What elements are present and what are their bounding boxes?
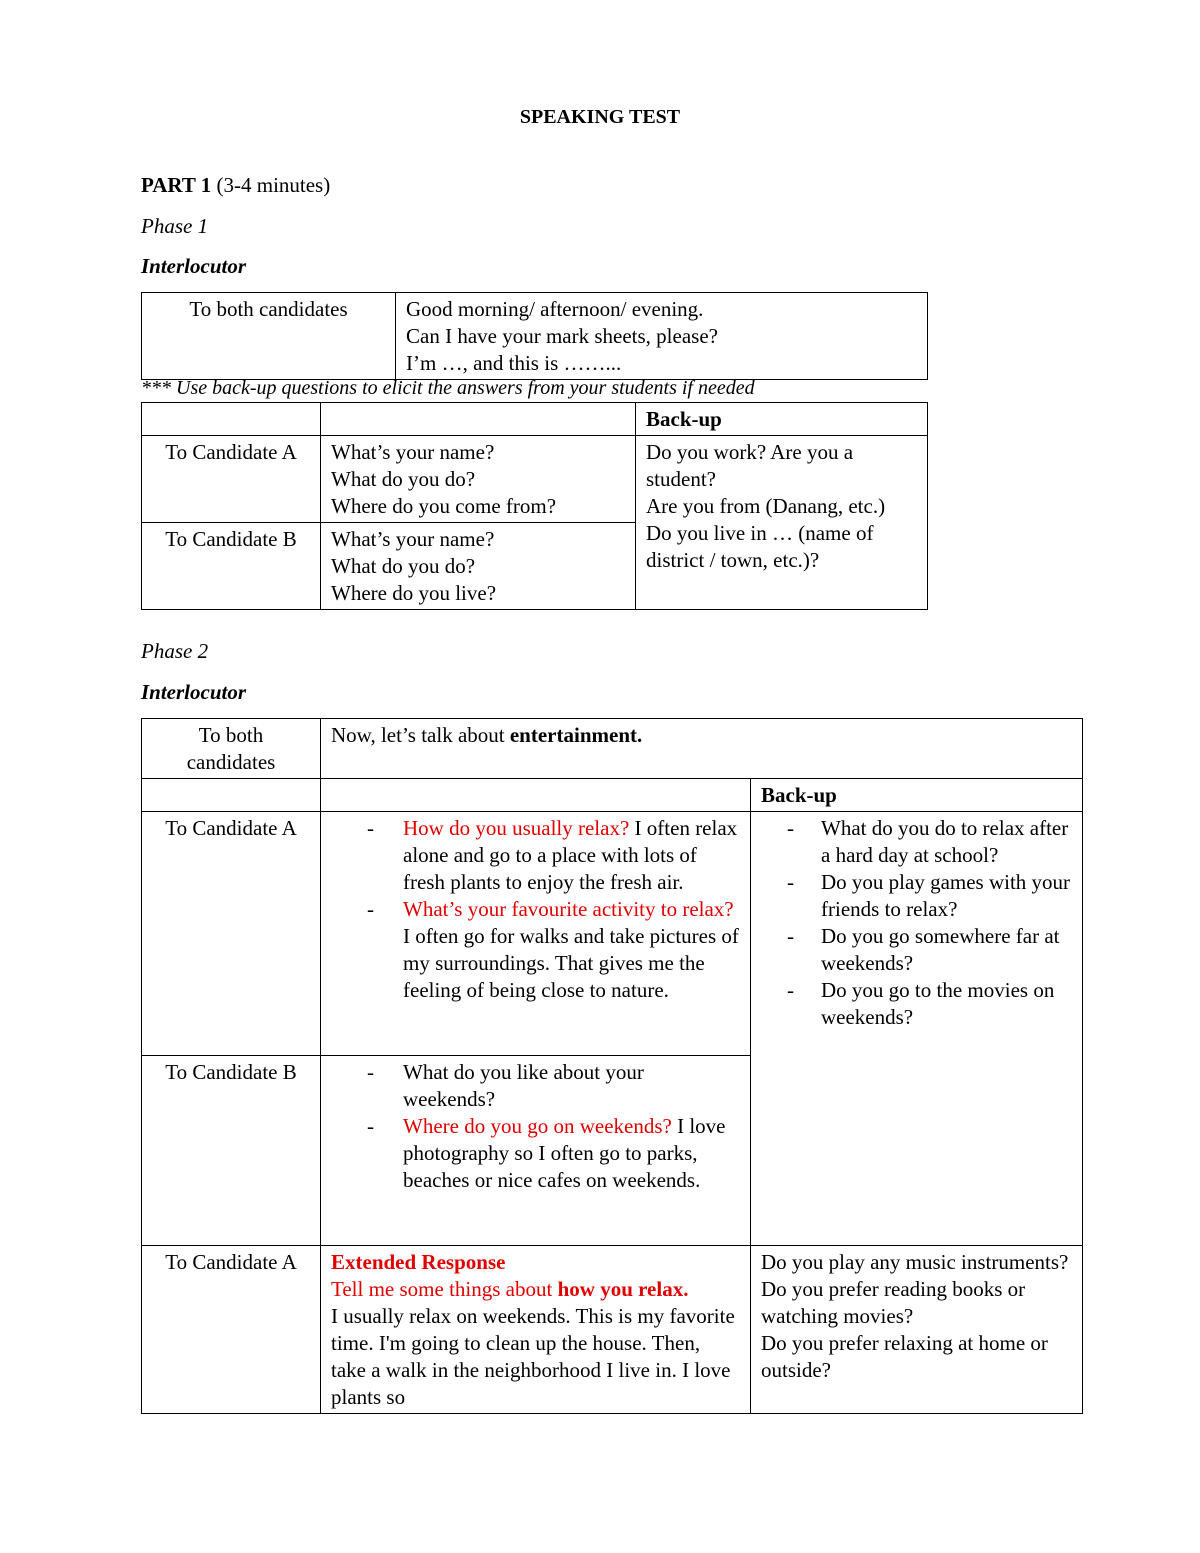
both-candidates-label: To both candidates [142,719,321,779]
part-heading [141,173,330,198]
phase2-label: Phase 2 [141,639,209,663]
phase1-questions-table [141,402,928,610]
greeting-line: Good morning/ afternoon/ evening. [406,297,704,321]
candidate-a-questions [321,436,636,523]
phase1-label: Phase 1 [141,214,209,238]
topic-intro-text: Now, let’s talk about [331,723,510,747]
answer: What do you like about your weekends? [403,1060,644,1111]
question: Where do you come from? [331,494,557,518]
part-duration: (3-4 minutes) [216,173,331,197]
backup-question: Do you prefer reading books or watching movies? [761,1277,1026,1328]
extended-heading: Extended Response [331,1250,506,1274]
page-title: SPEAKING TEST [519,106,681,128]
greeting-line: I’m …, and this is ……... [406,351,622,375]
candidate-a-label: To Candidate A [142,812,321,1056]
list-item [331,1059,740,1113]
extended-candidate-label: To Candidate A [142,1246,321,1414]
backup-questions [636,436,928,610]
extended-prompt-text: Tell me some things about [331,1277,558,1301]
phase1-greeting-table [141,292,928,380]
backup-question: Do you prefer relaxing at home or outside? [761,1331,1048,1382]
candidate-b-label: To Candidate B [142,523,321,610]
topic-intro [321,719,1083,779]
extended-prompt-bold: how you relax. [557,1277,689,1301]
empty-cell [142,403,321,436]
empty-cell [321,779,751,812]
list-item: - Do you go somewhere far at weekends? [751,923,1072,977]
list-item [331,815,740,896]
candidate-b-label: To Candidate B [142,1056,321,1246]
topic-name: entertainment. [509,723,643,747]
list-item [331,1113,740,1194]
question: What do you do? [331,467,476,491]
backup-note: *** Use back-up questions to elicit the answers from your students if needed [141,377,755,399]
answer: I love photography so I often go to parks, beaches or nice cafes on weekends. [403,1114,726,1192]
list-item: - Do you go to the movies on weekends? [751,977,1072,1031]
greeting-lines [396,293,928,380]
list-item: - Do you play games with your friends to relax? [751,869,1072,923]
greeting-line: Can I have your mark sheets, please? [406,324,718,348]
question: Where do you live? [331,581,497,605]
question-red: What’s your favourite activity to relax? [403,897,734,921]
question: What’s your name? [331,440,495,464]
candidate-a-label: To Candidate A [142,436,321,523]
extended-response [321,1246,751,1414]
phase1-interlocutor: Interlocutor [141,254,247,278]
question-red: How do you usually relax? [403,816,630,840]
extended-answer: I usually relax on weekends. This is my favorite time. I'm going to clean up the house. Then, take a walk in the neighborhood I live in. I love plants so [331,1304,735,1409]
phase2-table [141,718,1083,1414]
empty-cell [321,403,636,436]
backup-question: Do you work? Are you a student? [646,440,854,491]
extended-backup [751,1246,1083,1414]
question-red: Where do you go on weekends? [403,1114,672,1138]
candidate-a-items [321,812,751,1056]
backup-question: Do you play any music instruments? [761,1250,1069,1274]
list-item: - What do you do to relax after a hard day at school? [751,815,1072,869]
question: What do you do? [331,554,476,578]
backup-header: Back-up [636,403,928,436]
answer: I often relax alone and go to a place with lots of fresh plants to enjoy the fresh air. [403,816,738,894]
backup-list [751,812,1083,1246]
phase2-interlocutor: Interlocutor [141,680,247,704]
empty-cell [142,779,321,812]
backup-question: Do you live in … (name of district / town, etc.)? [646,521,874,572]
answer: I often go for walks and take pictures of my surroundings. That gives me the feeling of being close to nature. [403,924,739,1002]
part-label: PART 1 [141,173,212,197]
extended-prompt [331,1276,740,1303]
list-item [331,896,740,1004]
backup-header: Back-up [751,779,1083,812]
candidate-b-items [321,1056,751,1246]
backup-question: Are you from (Danang, etc.) [646,494,886,518]
greeting-who: To both candidates [142,293,396,380]
candidate-b-questions [321,523,636,610]
question: What’s your name? [331,527,495,551]
